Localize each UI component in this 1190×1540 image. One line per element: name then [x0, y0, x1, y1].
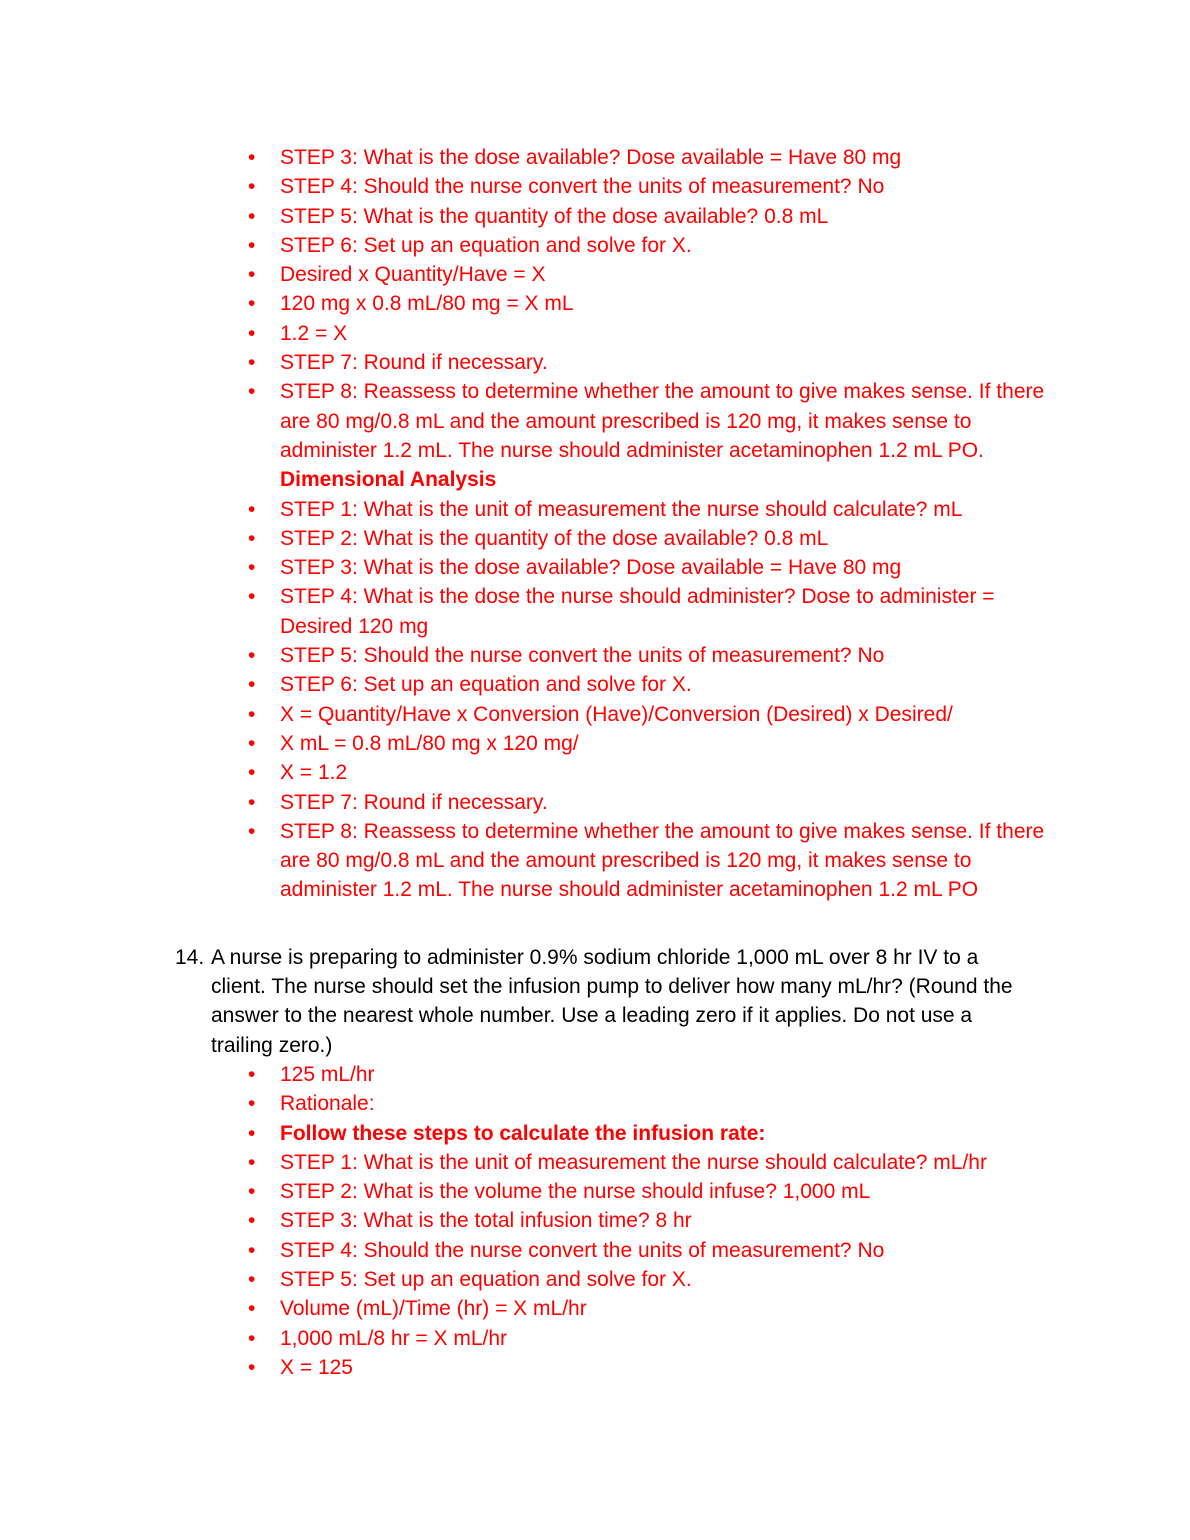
- bullet-icon: •: [248, 380, 256, 404]
- list-item-text: STEP 6: Set up an equation and solve for X.: [280, 673, 692, 697]
- bullet-icon: •: [248, 673, 256, 697]
- list-item: [248, 670, 1047, 699]
- list-item: [248, 202, 1047, 231]
- bullet-icon: •: [248, 1150, 256, 1174]
- list-item: [248, 172, 1047, 201]
- bullet-icon: •: [248, 1238, 256, 1262]
- question-text: A nurse is preparing to administer 0.9% sodium chloride 1,000 mL over 8 hr IV to a client. The nurse should set the infusion pump to deliver how many mL/hr? (Round the answer to the nearest whole number. Use a leading zero if it applies. Do not use a trailing zero.): [211, 945, 1013, 1057]
- list-item-text: STEP 5: Should the nurse convert the units of measurement? No: [280, 644, 885, 668]
- list-item-text: STEP 3: What is the total infusion time? 8 hr: [280, 1209, 692, 1233]
- list-item-text: STEP 8: Reassess to determine whether the amount to give makes sense. If there are 80 mg/0.8 mL and the amount prescribed is 120 mg, it makes sense to administer 1.2 mL. The nurse should administer acetaminophen 1.2 mL PO.: [280, 380, 1045, 462]
- list-item-text: Dimensional Analysis: [280, 468, 497, 492]
- bullet-icon: •: [248, 1062, 256, 1086]
- list-item-text: STEP 4: What is the dose the nurse should administer? Dose to administer = Desired 120 mg: [280, 585, 995, 638]
- bullet-icon: •: [248, 204, 256, 228]
- bullet-icon: •: [248, 1326, 256, 1350]
- bullet-icon: •: [248, 1209, 256, 1233]
- list-item-text: STEP 2: What is the quantity of the dose available? 0.8 mL: [280, 526, 829, 550]
- list-item: [248, 788, 1047, 817]
- list-item: [248, 1089, 1047, 1118]
- bullet-icon: •: [248, 761, 256, 785]
- bullet-icon: •: [248, 292, 256, 316]
- bullet-icon: •: [248, 556, 256, 580]
- bullet-icon: •: [248, 233, 256, 257]
- list-item-text: STEP 8: Reassess to determine whether the amount to give makes sense. If there are 80 mg/0.8 mL and the amount prescribed is 120 mg, it makes sense to administer 1.2 mL. The nurse should administer acetaminophen 1.2 mL PO: [280, 819, 1045, 902]
- q13-rationale-list: [248, 143, 1047, 905]
- bullet-icon: •: [248, 1297, 256, 1321]
- list-item: [248, 1324, 1047, 1353]
- bullet-icon: •: [248, 1121, 256, 1145]
- list-item: [248, 1294, 1047, 1323]
- list-item-text: STEP 3: What is the dose available? Dose available = Have 80 mg: [280, 556, 902, 580]
- list-item-text: 120 mg x 0.8 mL/80 mg = X mL: [280, 292, 574, 316]
- list-item-text: Volume (mL)/Time (hr) = X mL/hr: [280, 1297, 587, 1321]
- list-item: [248, 143, 1047, 172]
- list-item: [248, 729, 1047, 758]
- bullet-icon: •: [248, 497, 256, 521]
- bullet-icon: •: [248, 819, 256, 843]
- list-item: [248, 700, 1047, 729]
- list-item-text: X = Quantity/Have x Conversion (Have)/Conversion (Desired) x Desired/: [280, 702, 953, 726]
- list-item: [248, 289, 1047, 318]
- list-item: [248, 495, 1047, 524]
- list-item-text: STEP 2: What is the volume the nurse should infuse? 1,000 mL: [280, 1180, 871, 1204]
- list-item: [248, 319, 1047, 348]
- list-item: [248, 1060, 1047, 1089]
- list-item: [248, 377, 1047, 494]
- list-item: [248, 1353, 1047, 1382]
- list-item-text: Desired x Quantity/Have = X: [280, 263, 546, 287]
- bullet-icon: •: [248, 146, 256, 169]
- list-item: [248, 1177, 1047, 1206]
- list-item-text: STEP 7: Round if necessary.: [280, 351, 548, 375]
- bullet-icon: •: [248, 1092, 256, 1116]
- list-item: [248, 553, 1047, 582]
- bullet-icon: •: [248, 1180, 256, 1204]
- list-item: [248, 524, 1047, 553]
- list-item: [248, 1236, 1047, 1265]
- list-item: [248, 231, 1047, 260]
- bullet-icon: •: [248, 644, 256, 668]
- bullet-icon: •: [248, 790, 256, 814]
- list-item-text: Rationale:: [280, 1092, 375, 1116]
- list-item-text: STEP 1: What is the unit of measurement the nurse should calculate? mL: [280, 497, 963, 521]
- bullet-icon: •: [248, 1355, 256, 1379]
- q14-rationale-list: [248, 1060, 1047, 1382]
- list-item-text: STEP 5: What is the quantity of the dose available? 0.8 mL: [280, 204, 829, 228]
- bullet-icon: •: [248, 526, 256, 550]
- list-item-text: 125 mL/hr: [280, 1062, 375, 1086]
- question-14: [175, 943, 1031, 1060]
- list-item-text: 1,000 mL/8 hr = X mL/hr: [280, 1326, 508, 1350]
- list-item: [248, 1206, 1047, 1235]
- list-item: [248, 817, 1047, 905]
- bullet-icon: •: [248, 731, 256, 755]
- list-item-text: STEP 3: What is the dose available? Dose available = Have 80 mg: [280, 146, 902, 169]
- list-item: [248, 260, 1047, 289]
- list-item-text: STEP 1: What is the unit of measurement the nurse should calculate? mL/hr: [280, 1150, 987, 1174]
- bullet-icon: •: [248, 351, 256, 375]
- list-item-text: STEP 6: Set up an equation and solve for X.: [280, 233, 692, 257]
- question-number: 14.: [175, 945, 205, 969]
- list-item-text: STEP 4: Should the nurse convert the units of measurement? No: [280, 1238, 885, 1262]
- bullet-icon: •: [248, 175, 256, 199]
- list-item-text: STEP 4: Should the nurse convert the units of measurement? No: [280, 175, 885, 199]
- list-item: [248, 758, 1047, 787]
- bullet-icon: •: [248, 1267, 256, 1291]
- list-item-text: 1.2 = X: [280, 321, 348, 345]
- list-item-text: X = 1.2: [280, 761, 348, 785]
- list-item: [248, 1148, 1047, 1177]
- list-item: [248, 1119, 1047, 1148]
- list-item-text: STEP 5: Set up an equation and solve for X.: [280, 1267, 692, 1291]
- list-item-text: X mL = 0.8 mL/80 mg x 120 mg/: [280, 731, 579, 755]
- list-item: [248, 641, 1047, 670]
- list-item: [248, 348, 1047, 377]
- bullet-icon: •: [248, 585, 256, 609]
- list-item-text: STEP 7: Round if necessary.: [280, 790, 548, 814]
- list-item-text: Follow these steps to calculate the infusion rate:: [280, 1121, 766, 1145]
- list-item-text: X = 125: [280, 1355, 353, 1379]
- bullet-icon: •: [248, 321, 256, 345]
- bullet-icon: •: [248, 702, 256, 726]
- list-item: [248, 1265, 1047, 1294]
- bullet-icon: •: [248, 263, 256, 287]
- list-item: [248, 582, 1047, 641]
